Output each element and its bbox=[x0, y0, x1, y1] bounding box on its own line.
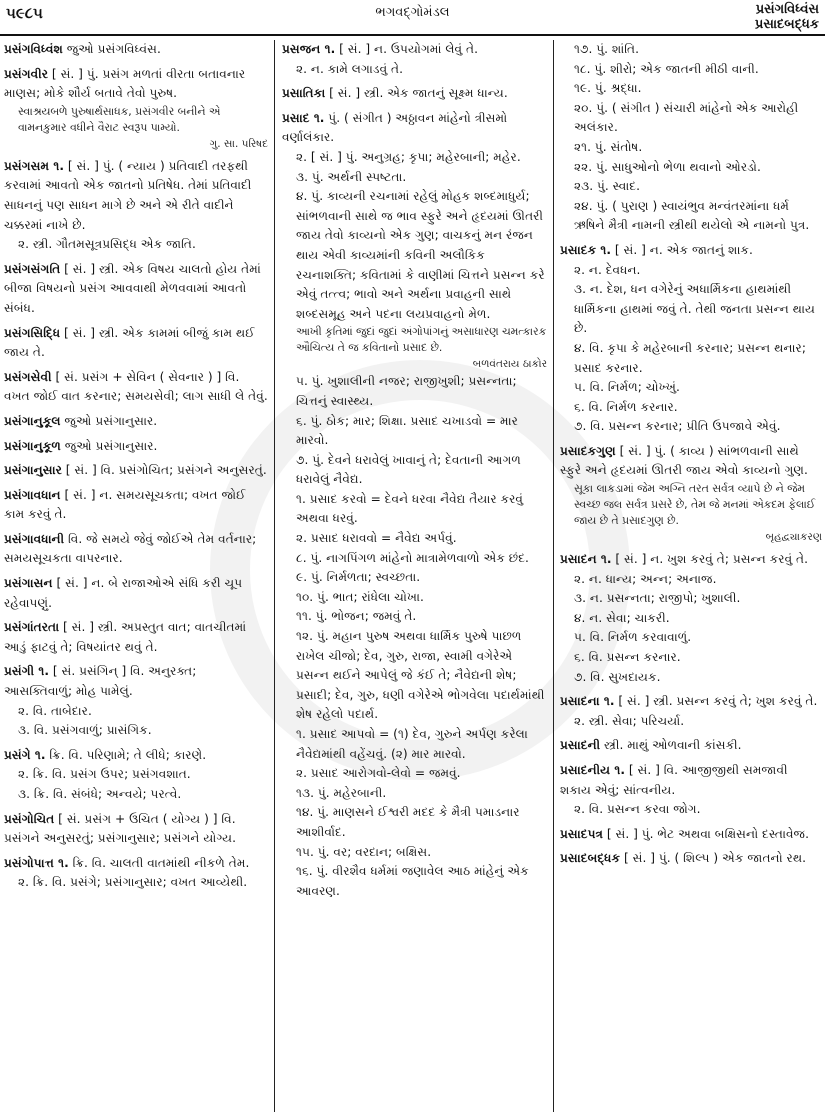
sense-item: ૩. ન. દેશ, ધન વગેરેનું અધાર્મિકના હાથમાંથી ધાર્મિકના હાથમાં જવું તે. તેથી જનતા પ્રસન્ન થાય છે. bbox=[574, 282, 815, 336]
sense-item: ૪. ન. સેવા; ચાકરી. bbox=[574, 610, 670, 625]
entry-definition bbox=[4, 324, 268, 363]
entry-definition bbox=[4, 40, 268, 60]
headword: પ્રસાદકગુણ bbox=[560, 443, 616, 458]
dictionary-entry bbox=[560, 825, 822, 845]
sense-item: ૨૦. પું. ( સંગીત ) સંચારી માંહેનો એક આરોહી અલંકાર. bbox=[574, 100, 799, 135]
definition-text: વિ. જે સમયે જેવું જોઈએ તેમ વર્તનાર; સમયસૂચકતા વાપરનાર. bbox=[4, 531, 257, 566]
headword: પ્રસંગસંગતિ bbox=[4, 261, 61, 276]
sense-item: ૨. ક્રિ. વિ. પ્રસંગ ઉપર; પ્રસંગવશાત. bbox=[18, 767, 191, 782]
definition-text: જુઓ પ્રસંગાનુસાર. bbox=[60, 438, 158, 453]
sense-item: ૩. વિ. પ્રસંગવાળું; પ્રાસંગિક. bbox=[18, 723, 152, 738]
sense-item: ૨. ન. કામે લગાડવું તે. bbox=[296, 61, 404, 76]
definition-text: [ સં. ] ન. બે રાજાઓએ સંધિ કરી ચૂપ રહેવાપણું. bbox=[4, 576, 243, 610]
headword: પ્રસજન ૧. bbox=[282, 42, 336, 56]
quote-source: બૃહદ્વ્યાકરણ bbox=[765, 531, 822, 544]
dictionary-entry bbox=[560, 849, 822, 869]
dictionary-entry bbox=[4, 810, 268, 849]
sense-item: ૧૭. પું. શાંતિ. bbox=[574, 42, 639, 56]
sense-item: ૧૨. પું. મહાન પુરુષ અથવા ધાર્મિક પુરુષે પાછળ રાખેલ ચીજો; દેવ, ગુરુ, રાજા, સ્વામી વગેરેએ પ્રસન્ન થઈને આપેલું જે કંઈ તે; નૈવેદ્યની શેષ; પ્રસાદી; દેવ, ગુરુ, ધણી વગેરેએ ભોગવેલા પદાર્થમાંથી શેષ રહેલો પદાર્થ. bbox=[296, 629, 545, 722]
dictionary-entry bbox=[4, 40, 268, 60]
sense-item: ૨. ન. દેવધન. bbox=[574, 262, 641, 277]
headword: પ્રસાદન ૧. bbox=[560, 552, 612, 567]
dictionary-entry bbox=[4, 260, 268, 319]
headword: પ્રસાદ ૧. bbox=[282, 110, 325, 125]
definition-text: [ સં. પ્રસંગિન્ ] વિ. અનુરક્ત; આસક્તિવાળું; મોહ પામેલું. bbox=[4, 664, 197, 699]
entry-definition bbox=[560, 692, 822, 712]
column-divider bbox=[274, 40, 275, 1112]
headword: પ્રસંગસેવી bbox=[4, 369, 52, 384]
definition-text: ક્રિ. વિ. ચાલતી વાતમાંથી નીકળે તેમ. bbox=[68, 855, 250, 870]
headword: પ્રસંગવિધ્વંશ bbox=[4, 42, 63, 56]
entry-definition bbox=[4, 662, 268, 701]
example-quote: સ્વાશ્રયબળે પુરુષાર્થસાધક, પ્રસંગવીર બનીને એ વામનકુમાર વધીને વૈરાટ સ્વરૂપ પામ્યો. bbox=[18, 104, 221, 134]
entry-definition bbox=[560, 736, 822, 756]
dictionary-entry bbox=[4, 618, 268, 657]
sense-item: ૧૮. પું. શીરો; એક જાતની મીઠી વાની. bbox=[574, 61, 759, 76]
definition-text: ક્રિ. વિ. પરિણામે; તે લીધે; કારણે. bbox=[45, 747, 207, 762]
entry-definition bbox=[4, 810, 268, 849]
entry-definition bbox=[4, 65, 268, 104]
sense-item: ૧૬. પું. વીરશૈવ ધર્મમાં જણાવેલ આઠ માંહેનું એક આવરણ. bbox=[296, 864, 529, 898]
quote-source: ગુ. સા. પરિષદ bbox=[209, 137, 268, 150]
headword: પ્રસંગી ૧. bbox=[4, 664, 50, 679]
headword: પ્રસંગસિદ્ધિ bbox=[4, 325, 61, 340]
definition-text: [ સં. ] ન. સમયસૂચકતા; વખત જોઈ કામ કરવું તે. bbox=[4, 487, 246, 522]
definition-text: જુઓ પ્રસંગાનુસાર. bbox=[60, 413, 158, 428]
entry-definition bbox=[4, 854, 268, 874]
entry-definition bbox=[560, 849, 822, 869]
page-number: ૫૯૮૫ bbox=[6, 4, 43, 22]
sense-item: ૨૧. પું. સંતોષ. bbox=[574, 139, 643, 154]
sense-item: ૩. ન. પ્રસન્નતા; રાજીપો; ખુશાલી. bbox=[574, 591, 741, 606]
definition-text: [ સં. ] સ્ત્રી. અપ્રસ્તુત વાત; વાતચીતમાં આડું ફાટવું તે; વિષયાંતર થવું તે. bbox=[4, 620, 247, 654]
sense-item: ૮. પું. નાગપિંગળ માંહેનો માત્રામેળવાળો એક છંદ. bbox=[296, 550, 529, 565]
dictionary-entry bbox=[560, 241, 822, 437]
entry-definition bbox=[282, 40, 547, 60]
entry-definition bbox=[4, 486, 268, 525]
sense-item: ૭. વિ. પ્રસન્ન કરનાર; પ્રીતિ ઉપજાવે એવું. bbox=[574, 419, 781, 434]
sense-item: ૨. પ્રસાદ આરોગવો-લેવો = જમવું. bbox=[296, 766, 461, 781]
example-quote: સૂકા લાકડામાં જેમ અગ્નિ તરત સર્વત્ર વ્યાપે છે ને જેમ સ્વચ્છ જલ સર્વત્ર પ્રસરે છે, તેમ જે મનમાં એકદમ ફેલાઈ જાય છે તે પ્રસાદગુણ છે. bbox=[574, 482, 816, 528]
dictionary-entry bbox=[560, 550, 822, 687]
dictionary-entry bbox=[4, 461, 268, 481]
entry-definition bbox=[4, 618, 268, 657]
sense-item: ૫. વિ. નિર્મળ કરવાવાળું. bbox=[574, 630, 692, 645]
definition-text: [ સં. ] વિ. આજીજીથી સમજાવી શકાય એવું; સાંત્વનીય. bbox=[560, 763, 788, 797]
dictionary-entry bbox=[560, 40, 822, 236]
headword: પ્રસંગાંતરતા bbox=[4, 620, 60, 635]
sense-item: ૭. પું. દેવને ધરાવેલું ખાવાનું તે; દેવતાની આગળ ધરાવેલું નૈવેદ્ય. bbox=[296, 452, 521, 487]
headword: પ્રસંગાનુસાર bbox=[4, 463, 62, 478]
definition-text: [ સં. ] ન. એક જાતનું શાક. bbox=[611, 242, 753, 257]
sense-item: ૨૪. પું. ( પુરાણ ) સ્વાયંભુવ મન્વંતરમાંના ધર્મ ઋષિને મૈત્રી નામની સ્ત્રીથી થયેલો એ નામનો પુત્ર. bbox=[574, 198, 810, 233]
column-middle bbox=[282, 40, 547, 1110]
guide-word-first: પ્રસંગવિધ્વંસ bbox=[755, 2, 819, 17]
book-title: ભગવદ્ગોમંડલ bbox=[375, 5, 450, 20]
entry-definition bbox=[4, 260, 268, 319]
sense-item: ૧૪. પું. માણસને ઈશ્વરી મદદ કે મૈત્રી પમાડનાર આશીર્વાદ. bbox=[296, 805, 520, 839]
definition-text: [ સં. ] પું. પ્રસંગ મળતાં વીરતા બતાવનાર માણસ; મોકે શૌર્ય બતાવે તેવો પુરુષ. bbox=[4, 66, 246, 101]
sense-item: ૨. ન. ધાન્ય; અન્ન; અનાજ. bbox=[574, 571, 717, 586]
sense-item: ૧૩. પું. મહેરબાની. bbox=[296, 785, 387, 800]
headword: પ્રસાદક ૧. bbox=[560, 242, 612, 257]
column-left bbox=[4, 40, 268, 1110]
definition-text: [ સં. ] પું. ( શિલ્પ ) એક જાતનો રથ. bbox=[620, 851, 807, 866]
headword: પ્રસંગાવધાન bbox=[4, 487, 61, 502]
sense-item: ૨. પ્રસાદ ધરાવવો = નૈવેદ્ય અર્પવું. bbox=[296, 531, 457, 546]
sense-item: ૬. વિ. પ્રસન્ન કરનાર. bbox=[574, 650, 681, 665]
guide-word-last: પ્રસાદબદ્ધક bbox=[754, 17, 819, 32]
example-quote: આખી કૃતિમાં જુદાં જુદાં અંગોપાંગનું અસાધારણ ચમત્કારક ઔચિત્ય તે જ કવિતાનો પ્રસાદ છે. bbox=[296, 325, 547, 355]
sense-item: ૪. પું. કાવ્યની રચનામાં રહેલું મોહક શબ્દમાધુર્ય; સાંભળવાની સાથે જ ભાવ સ્ફુરે અને હૃદયમાં ઊતરી જાય તેવો કાવ્યનો એક ગુણ; વાચકનું મન રંજન થાય એવી કાવ્યમાંની કવિની અલૌકિક રચનાશક્તિ; કવિતામાં કે વાણીમાં ચિત્તને પ્રસન્ન કરે એવું તત્ત્વ; ભાવો અને અર્થના પ્રવાહની સાથે શબ્દસમૂહ અને પદના લયપ્રવાહનો મેળ. bbox=[296, 189, 545, 321]
sense-item: ૨. સ્ત્રી. સેવા; પરિચર્યા. bbox=[574, 713, 685, 728]
dictionary-entry bbox=[4, 746, 268, 805]
definition-text: [ સં. પ્રસંગ + સેવિન ( સેવનાર ) ] વિ. વખત જોઈ વાત કરનાર; સમયસેવી; લાગ સાધી લે તેવું. bbox=[4, 369, 268, 404]
definition-text: [ સં. ] સ્ત્રી. એક વિષય ચાલતો હોય તેમાં બીજા વિષયનો પ્રસંગ આવવાથી મેળવવામાં આવતો સંબંધ. bbox=[4, 261, 261, 315]
column-divider bbox=[553, 40, 554, 1112]
sense-item: ૧૯. પું. શ્રદ્ધા. bbox=[574, 81, 642, 96]
sense-item: ૧. પ્રસાદ કરવો = દેવને ધરવા નૈવેદ્ય તૈયાર કરવું અથવા ધરવું. bbox=[296, 491, 524, 526]
sense-item: ૪. વિ. કૃપા કે મહેરબાની કરનાર; પ્રસન્ન થનાર; પ્રસાદ કરનાર. bbox=[574, 340, 806, 375]
sense-item: ૨. વિ. પ્રસન્ન કરવા જોગ. bbox=[574, 802, 701, 817]
headword: પ્રસાદપત્ર bbox=[560, 826, 603, 841]
dictionary-entry bbox=[560, 442, 822, 545]
definition-text: [ સં. ] સ્ત્રી. એક જાતનું સૂક્ષ્મ ધાન્ય. bbox=[325, 86, 508, 101]
headword: પ્રસંગે ૧. bbox=[4, 747, 46, 762]
sense-item: ૨૨. પું. સાધુઓનો ભેળા થવાનો ઓરડો. bbox=[574, 159, 761, 174]
sense-item: ૩. પું. અર્થની સ્પષ્ટતા. bbox=[296, 169, 407, 184]
headword: પ્રસાદબદ્ધક bbox=[560, 851, 621, 866]
dictionary-entry bbox=[282, 40, 547, 79]
entry-definition bbox=[560, 550, 822, 570]
quote-source: બળવંતરાય ઠાકોર bbox=[472, 358, 547, 371]
sense-item: ૨. સ્ત્રી. ગૌતમસૂત્રપ્રસિદ્ધ એક જાતિ. bbox=[18, 237, 196, 252]
page-header bbox=[0, 0, 825, 32]
dictionary-entry bbox=[560, 692, 822, 731]
definition-text: [ સં. પ્રસંગ + ઉચિત ( યોગ્ય ) ] વિ. પ્રસંગને અનુસરતું; પ્રસંગાનુસાર; પ્રસંગને યોગ્ય. bbox=[4, 811, 237, 846]
definition-text: [ સં. ] સ્ત્રી. એક કામમાં બીજું કામ થઈ જાય તે. bbox=[4, 325, 255, 360]
entry-definition bbox=[560, 825, 822, 845]
entry-definition bbox=[560, 442, 822, 481]
sense-item: ૧૫. પું. વર; વરદાન; બક્ષિસ. bbox=[296, 844, 432, 859]
sense-item: ૧. પ્રસાદ આપવો = (૧) દેવ, ગુરુને અર્પણ કરેલા નૈવેદ્યમાંથી વહેંચવું. (૨) માર મારવો. bbox=[296, 727, 528, 761]
sense-item: ૧૧. પું. ભોજન; જમવું તે. bbox=[296, 609, 417, 624]
entry-definition bbox=[4, 157, 268, 235]
dictionary-entry bbox=[4, 65, 268, 152]
headword: પ્રસંગોચિત bbox=[4, 811, 55, 826]
definition-text: [ સં. ] સ્ત્રી. પ્રસન્ન કરવું તે; ખુશ કરવું તે. bbox=[614, 694, 818, 709]
dictionary-entry bbox=[4, 437, 268, 457]
headword: પ્રસાતિકા bbox=[282, 86, 326, 101]
headword: પ્રસંગવીર bbox=[4, 66, 49, 81]
dictionary-entry bbox=[560, 761, 822, 820]
headword: પ્રસાદના ૧. bbox=[560, 694, 615, 709]
definition-text: [ સં. ] પું. ( કાવ્ય ) સાંભળવાની સાથે સ્ફુરે અને હૃદયમાં ઊતરી જાય એવો કાવ્યનો ગુણ. bbox=[560, 443, 808, 478]
dictionary-entry bbox=[4, 412, 268, 432]
headword: પ્રસાદની bbox=[560, 738, 601, 753]
sense-item: ૧૦. પું. ભાત; રાંધેલા ચોખા. bbox=[296, 589, 424, 604]
entry-definition bbox=[4, 530, 268, 569]
sense-item: ૭. વિ. સુખદાયક. bbox=[574, 669, 661, 684]
entry-definition bbox=[4, 368, 268, 407]
sense-item: ૫. પું. ખુશાલીની નજર; રાજીખુશી; પ્રસન્નતા; ચિત્તનું સ્વાસ્થ્ય. bbox=[296, 374, 517, 408]
definition-text: સ્ત્રી. માથું ઓળવાની કાંસકી. bbox=[600, 738, 742, 753]
guide-words bbox=[755, 2, 819, 32]
header-rule bbox=[0, 34, 825, 36]
dictionary-entry bbox=[4, 574, 268, 613]
headword: પ્રસંગસમ ૧. bbox=[4, 158, 64, 173]
headword: પ્રસંગાવધાની bbox=[4, 531, 65, 546]
dictionary-entry bbox=[4, 324, 268, 363]
entry-definition bbox=[560, 241, 822, 261]
sense-item: ૨. વિ. તાબેદાર. bbox=[18, 703, 92, 718]
sense-item: ૨. ક્રિ. વિ. પ્રસંગે; પ્રસંગાનુસાર; વખત આવ્યેથી. bbox=[18, 875, 248, 890]
headword: પ્રસાદનીય ૧. bbox=[560, 763, 625, 777]
definition-text: [ સં. ] પું. ( ન્યાય ) પ્રતિવાદી તરફથી કરવામાં આવતો એક જાતનો પ્રતિષેધ. તેમાં પ્રતિવાદી સાધનનું પણ સાધન માગે છે અને એ રીતે વાદીને ચક્કરમાં નાખે છે. bbox=[4, 158, 252, 232]
dictionary-entry bbox=[4, 854, 268, 893]
headword: પ્રસંગાનુકૂલ bbox=[4, 413, 61, 428]
headword: પ્રસંગાનુકૂળ bbox=[4, 438, 61, 453]
headword: પ્રસંગોપાત્ત ૧. bbox=[4, 855, 69, 870]
sense-item: ૬. પું. ઠોક; માર; શિક્ષા. પ્રસાદ ચખાડવો = માર મારવો. bbox=[296, 413, 518, 448]
dictionary-entry bbox=[4, 157, 268, 255]
sense-item: ૨૩. પું. સ્વાદ. bbox=[574, 179, 640, 194]
definition-text: પું. ( સંગીત ) અઠ્ઠાવન માંહેનો ત્રીસમો વર્ણાલંકાર. bbox=[282, 110, 508, 145]
sense-item: ૯. પું. નિર્મળતા; સ્વચ્છતા. bbox=[296, 570, 421, 585]
entry-definition bbox=[282, 84, 547, 104]
entry-definition bbox=[4, 412, 268, 432]
dictionary-entry bbox=[4, 486, 268, 525]
entry-definition bbox=[4, 461, 268, 481]
definition-text: [ સં. ] ન. ખુશ કરવું તે; પ્રસન્ન કરવું તે. bbox=[611, 552, 808, 567]
dictionary-entry bbox=[4, 368, 268, 407]
definition-text: [ સં. ] પું. ભેટ અથવા બક્ષિસનો દસ્તાવેજ. bbox=[603, 826, 809, 841]
sense-item: ૫. વિ. નિર્મળ; ચોખ્ખું. bbox=[574, 380, 680, 395]
column-right bbox=[560, 40, 822, 1110]
entry-definition bbox=[4, 574, 268, 613]
dictionary-entry bbox=[560, 736, 822, 756]
entry-definition bbox=[282, 109, 547, 148]
definition-text: [ સં. ] ન. ઉપયોગમાં લેવું તે. bbox=[335, 42, 478, 56]
dictionary-entry bbox=[4, 662, 268, 740]
entry-definition bbox=[4, 746, 268, 766]
sense-item: ૨. [ સં. ] પું. અનુગ્રહ; કૃપા; મહેરબાની; મહેર. bbox=[296, 149, 521, 164]
definition-text: [ સં. ] વિ. પ્રસંગોચિત; પ્રસંગને અનુસરતું. bbox=[61, 463, 267, 478]
dictionary-entry bbox=[4, 530, 268, 569]
sense-item: ૬. વિ. નિર્મળ કરનાર. bbox=[574, 399, 678, 414]
entry-definition bbox=[4, 437, 268, 457]
dictionary-entry bbox=[282, 109, 547, 902]
sense-item: ૩. ક્રિ. વિ. સંબંધે; અન્વયે; પરત્વે. bbox=[18, 787, 182, 801]
definition-text: જુઓ પ્રસંગવિધ્વંસ. bbox=[62, 42, 161, 56]
entry-definition bbox=[560, 761, 822, 800]
headword: પ્રસંગાસન bbox=[4, 576, 53, 591]
dictionary-entry bbox=[282, 84, 547, 104]
